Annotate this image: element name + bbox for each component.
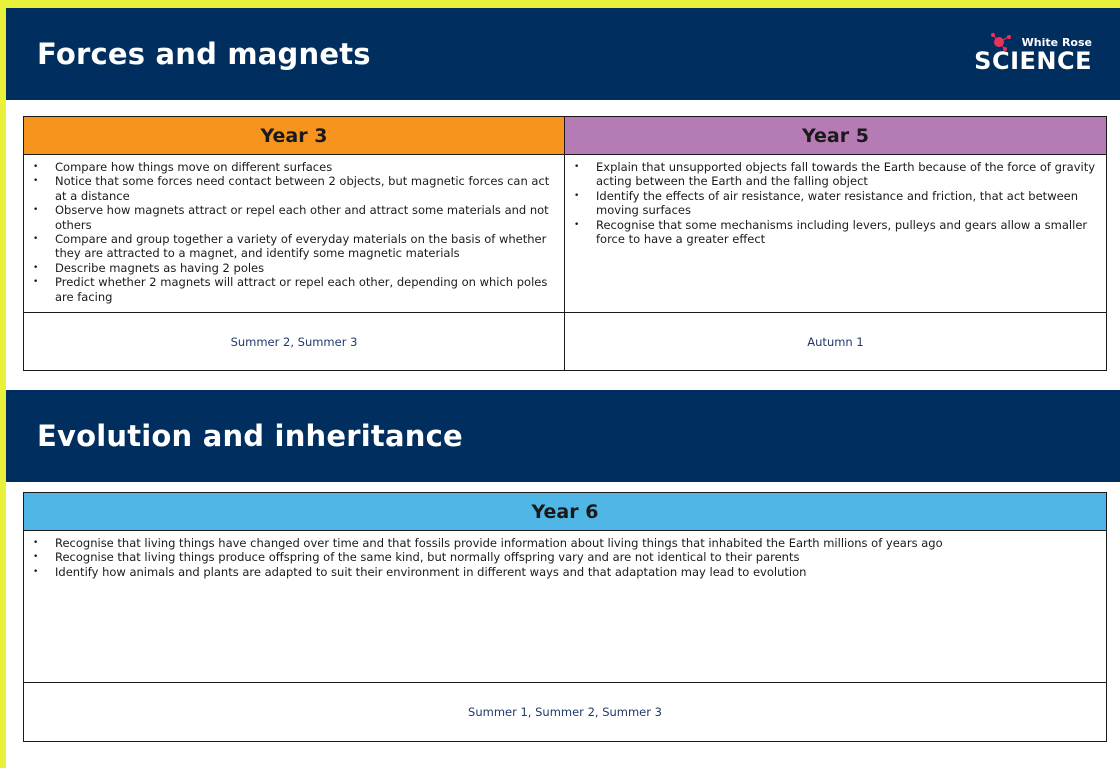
year3-heading: Year 3: [24, 117, 565, 155]
year3-objectives: [24, 155, 565, 313]
list-item: • Recognise that living things have changed over time and that fossils provide information about living things that inhabited the Earth millions of years ago: [55, 536, 1098, 550]
year6-terms: Summer 1, Summer 2, Summer 3: [24, 683, 1107, 742]
list-item: • Predict whether 2 magnets will attract or repel each other, depending on which poles are facing: [55, 275, 556, 304]
list-item: • Notice that some forces need contact between 2 objects, but magnetic forces can act at a distance: [55, 174, 556, 203]
list-item: • Identify how animals and plants are adapted to suit their environment in different ways and that adaptation may lead to evolution: [55, 565, 1098, 579]
year6-heading: Year 6: [24, 493, 1107, 531]
page: [6, 8, 1120, 768]
section-title: Forces and magnets: [37, 37, 371, 71]
list-item: • Recognise that some mechanisms including levers, pulleys and gears allow a smaller force to have a greater effect: [596, 218, 1098, 247]
list-item: • Compare and group together a variety of everyday materials on the basis of whether they are attracted to a magnet, and identify some magnetic materials: [55, 232, 556, 261]
section-banner-forces: [6, 8, 1120, 100]
logo-main-text: SCIENCE: [974, 47, 1092, 75]
year5-objectives: [565, 155, 1107, 313]
logo-top-text: White Rose: [1021, 36, 1092, 49]
list-item: • Recognise that living things produce offspring of the same kind, but normally offspring vary and are not identical to their parents: [55, 550, 1098, 564]
year3-terms: Summer 2, Summer 3: [24, 313, 565, 371]
list-item: • Identify the effects of air resistance, water resistance and friction, that act between moving surfaces: [596, 189, 1098, 218]
section-banner-evolution: [6, 390, 1120, 482]
list-item: • Compare how things move on different surfaces: [55, 160, 556, 174]
year5-heading: Year 5: [565, 117, 1107, 155]
forces-table: [23, 116, 1107, 371]
white-rose-science-logo: [972, 32, 1092, 76]
evolution-table: [23, 492, 1107, 742]
list-item: • Explain that unsupported objects fall towards the Earth because of the force of gravity acting between the Earth and the falling object: [596, 160, 1098, 189]
year6-objectives: [24, 531, 1107, 683]
section-title: Evolution and inheritance: [37, 419, 463, 453]
list-item: • Observe how magnets attract or repel each other and attract some materials and not others: [55, 203, 556, 232]
year5-terms: Autumn 1: [565, 313, 1107, 371]
list-item: • Describe magnets as having 2 poles: [55, 261, 556, 275]
